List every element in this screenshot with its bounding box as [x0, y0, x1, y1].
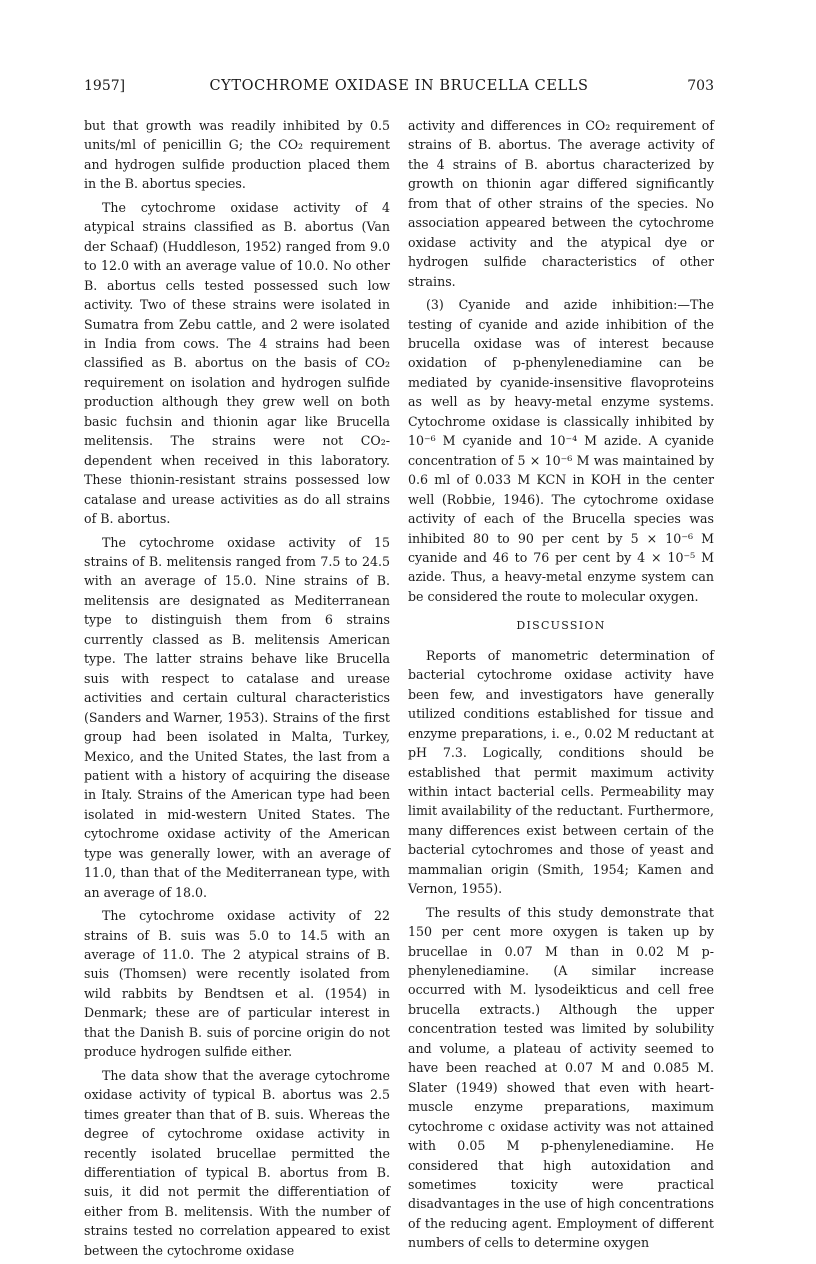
- header-year: 1957]: [84, 78, 126, 94]
- header-title: CYTOCHROME OXIDASE IN BRUCELLA CELLS: [209, 78, 589, 94]
- paragraph: but that growth was readily inhibited by 0.5 units/ml of penicillin G; the CO₂ requirement and hydrogen sulfide production placed them in the B. abortus species.: [84, 118, 390, 192]
- running-header: [84, 78, 714, 106]
- paragraph: (3) Cyanide and azide inhibition:—The testing of cyanide and azide inhibition of the brucella oxidase was of interest because oxidation of p-phenylenediamine can be mediated by cyanide-insensitive flavoproteins as well as by heavy-metal enzyme systems. Cytochrome oxidase is classically inhibited by 10⁻⁶ M cyanide and 10⁻⁴ M azide. A cyanide concentration of 5 × 10⁻⁶ M was maintained by 0.6 ml of 0.033 M KCN in KOH in the center well (Robbie, 1946). The cytochrome oxidase activity of each of the Brucella species was inhibited 80 to 90 per cent by 5 × 10⁻⁶ M cyanide and 46 to 76 per cent by 4 × 10⁻⁵ M azide. Thus, a heavy-metal enzyme system can be considered the route to molecular oxygen.: [408, 297, 714, 604]
- paragraph: The cytochrome oxidase activity of 4 atypical strains classified as B. abortus (Van der Schaaf) (Huddleson, 1952) ranged from 9.0 to 12.0 with an average value of 10.0. No other B. abortus cells tested possessed such low activity. Two of these strains were isolated in Sumatra from Zebu cattle, and 2 were isolated in India from cows. The 4 strains had been classified as B. abortus on the basis of CO₂ requirement on isolation and hydrogen sulfide production although they grew well on both basic fuchsin and thionin agar like Brucella melitensis. The strains were not CO₂-dependent when received in this laboratory. These thionin-resistant strains possessed low catalase and urease activities as do all strains of B. abortus.: [84, 199, 390, 527]
- page-number: 703: [687, 78, 714, 94]
- left-column: [84, 116, 390, 1264]
- paragraph: The results of this study demonstrate that 150 per cent more oxygen is taken up by brucellae in 0.07 M than in 0.02 M p-phenylenediamine. (A similar increase occurred with M. lysodeikticus and cell free brucella extracts.) Although the upper concentration tested was limited by solubility and volume, a plateau of activity seemed to have been reached at 0.07 M and 0.085 M. Slater (1949) showed that even with heart-muscle enzyme preparations, maximum cytochrome c oxidase activity was not attained with 0.05 M p-phenylenediamine. He considered that high autoxidation and sometimes toxicity were practical disadvantages in the use of high concentrations of the reducing agent. Employment of different numbers of cells to determine oxygen: [408, 904, 714, 1251]
- paragraph: Reports of manometric determination of bacterial cytochrome oxidase activity have been few, and investigators have generally utilized conditions established for tissue and enzyme preparations, i. e., 0.02 M reductant at pH 7.3. Logically, conditions should be established that permit maximum activity within intact bacterial cells. Permeability may limit availability of the reductant. Furthermore, many differences exist between certain of the bacterial cytochromes and those of yeast and mammalian origin (Smith, 1954; Kamen and Vernon, 1955).: [408, 647, 714, 897]
- right-column: [408, 116, 714, 1257]
- paragraph: The cytochrome oxidase activity of 15 strains of B. melitensis ranged from 7.5 to 24.5 with an average of 15.0. Nine strains of B. melitensis are designated as Mediterranean type to distinguish them from 6 strains currently classed as B. melitensis American type. The latter strains behave like Brucella suis with respect to catalase and urease activities and certain cultural characteristics (Sanders and Warner, 1953). Strains of the first group had been isolated in Malta, Turkey, Mexico, and the United States, the last from a patient with a history of acquiring the disease in Italy. Strains of the American type had been isolated in mid-western United States. The cytochrome oxidase activity of the American type was generally lower, with an average of 11.0, than that of the Mediterranean type, with an average of 18.0.: [84, 534, 390, 900]
- paragraph: The cytochrome oxidase activity of 22 strains of B. suis was 5.0 to 14.5 with an average of 11.0. The 2 atypical strains of B. suis (Thomsen) were recently isolated from wild rabbits by Bendtsen et al. (1954) in Denmark; these are of particular interest in that the Danish B. suis of porcine origin do not produce hydrogen sulfide either.: [84, 908, 390, 1060]
- paragraph: The data show that the average cytochrome oxidase activity of typical B. abortus was 2.5 times greater than that of B. suis. Whereas the degree of cytochrome oxidase activity in recently isolated brucellae permitted the differentiation of typical B. abortus from B. suis, it did not permit the differentiation of either from B. melitensis. With the number of strains tested no correlation appeared to exist between the cytochrome oxidase: [84, 1067, 390, 1258]
- section-heading-discussion: DISCUSSION: [516, 619, 606, 633]
- paragraph: activity and differences in CO₂ requirement of strains of B. abortus. The average activity of the 4 strains of B. abortus characterized by growth on thionin agar differed significantly from that of other strains of the species. No association appeared between the cytochrome oxidase activity and the atypical dye or hydrogen sulfide characteristics of other strains.: [408, 118, 714, 289]
